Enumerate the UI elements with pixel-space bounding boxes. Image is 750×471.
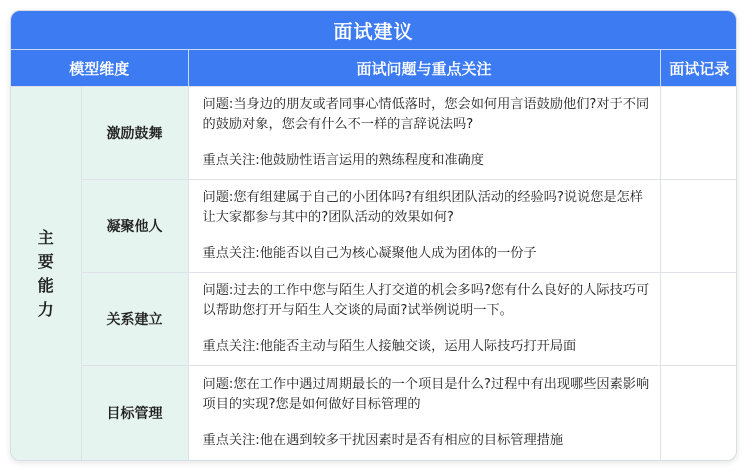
main-category-cell: [11, 87, 81, 461]
header-questions: 面试问题与重点关注: [188, 50, 660, 87]
record-cell[interactable]: [660, 87, 737, 180]
dimension-name: 激励鼓舞: [81, 87, 188, 180]
dimension-name: 目标管理: [81, 366, 188, 461]
question-text: 问题:当身边的朋友或者同事心情低落时，您会如何用言语鼓励他们?对于不同的鼓励对象，您会有什么不一样的言辞说法吗?: [202, 97, 650, 132]
interview-table: [11, 49, 737, 461]
dimension-name: 凝聚他人: [81, 180, 188, 273]
header-row: [11, 50, 737, 87]
question-cell: [188, 273, 660, 366]
focus-text: 重点关注:他在遇到较多干扰因素时是否有相应的目标管理措施: [202, 433, 564, 449]
interview-suggestion-card: [10, 10, 737, 461]
dimension-name: 关系建立: [81, 273, 188, 366]
table-row: [11, 273, 737, 366]
focus-text: 重点关注:他鼓励性语言运用的熟练程度和准确度: [202, 153, 484, 168]
question-text: 问题:您有组建属于自己的小团体吗?有组织团队活动的经验吗?说说您是怎样让大家都参与其中的?团队活动的效果如何?: [202, 190, 643, 225]
table-row: [11, 366, 737, 461]
record-cell[interactable]: [660, 366, 737, 461]
focus-text: 重点关注:他能否以自己为核心凝聚他人成为团体的一份子: [202, 246, 537, 261]
table-title: 面试建议: [11, 11, 736, 49]
table-row: [11, 180, 737, 273]
table-row: [11, 87, 737, 180]
header-dimension: 模型维度: [11, 50, 188, 87]
header-record: 面试记录: [660, 50, 737, 87]
question-cell: [188, 180, 660, 273]
question-cell: [188, 87, 660, 180]
question-text: 问题:您在工作中遇过周期最长的一个项目是什么?过程中有出现哪些因素影响项目的实现?您是如何做好目标管理的: [202, 377, 650, 413]
focus-text: 重点关注:他能否主动与陌生人接触交谈，运用人际技巧打开局面: [202, 339, 577, 354]
main-category-label: 主要能力: [37, 227, 54, 319]
record-cell[interactable]: [660, 180, 737, 273]
record-cell[interactable]: [660, 273, 737, 366]
question-cell: [188, 366, 660, 461]
question-text: 问题:过去的工作中您与陌生人打交道的机会多吗?您有什么良好的人际技巧可以帮助您打开与陌生人交谈的局面?试举例说明一下。: [202, 283, 650, 318]
